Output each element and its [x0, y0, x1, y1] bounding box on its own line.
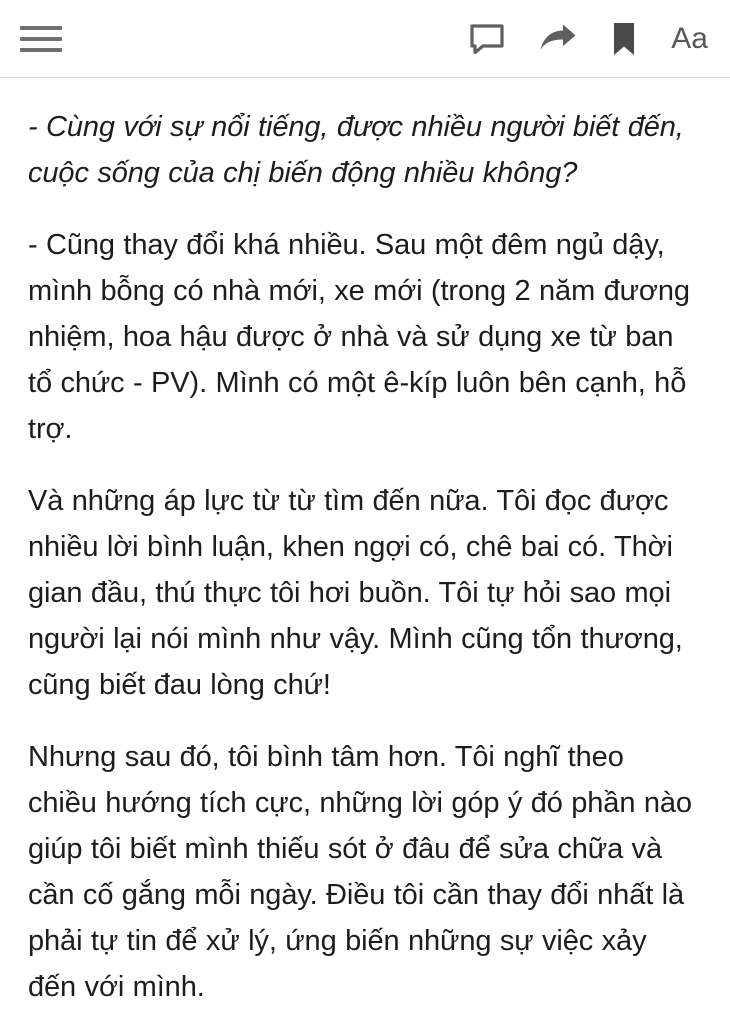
text-size-label: Aa [671, 21, 708, 55]
bookmark-icon[interactable] [611, 22, 637, 56]
article-paragraph: - Cũng thay đổi khá nhiều. Sau một đêm ngủ dậy, mình bỗng có nhà mới, xe mới (trong 2 năm đương nhiệm, hoa hậu được ở nhà và sử dụng xe từ ban tổ chức - PV). Mình có một ê-kíp luôn bên cạnh, hỗ trợ. [28, 229, 690, 445]
article-paragraph: Nhưng sau đó, tôi bình tâm hơn. Tôi nghĩ theo chiều hướng tích cực, những lời góp ý đó phần nào giúp tôi biết mình thiếu sót ở đâu để sửa chữa và cần cố gắng mỗi ngày. Điều tôi cần thay đổi nhất là phải tự tin để xử lý, ứng biến những sự việc xảy đến với mình. [28, 741, 692, 1003]
toolbar-right-group [469, 22, 708, 56]
hamburger-menu-icon[interactable] [20, 24, 62, 54]
reader-toolbar [0, 0, 730, 78]
article-content [0, 78, 730, 1010]
comment-icon[interactable] [469, 23, 505, 55]
article-paragraph: - Cùng với sự nổi tiếng, được nhiều người biết đến, cuộc sống của chị biến động nhiều không? [28, 111, 684, 189]
text-size-button[interactable] [671, 21, 708, 55]
article-paragraph: Và những áp lực từ từ tìm đến nữa. Tôi đọc được nhiều lời bình luận, khen ngợi có, chê bai có. Thời gian đầu, thú thực tôi hơi buồn. Tôi tự hỏi sao mọi người lại nói mình như vậy. Mình cũng tổn thương, cũng biết đau lòng chứ! [28, 485, 683, 701]
share-arrow-icon[interactable] [539, 23, 577, 55]
toolbar-left-group [20, 24, 62, 54]
